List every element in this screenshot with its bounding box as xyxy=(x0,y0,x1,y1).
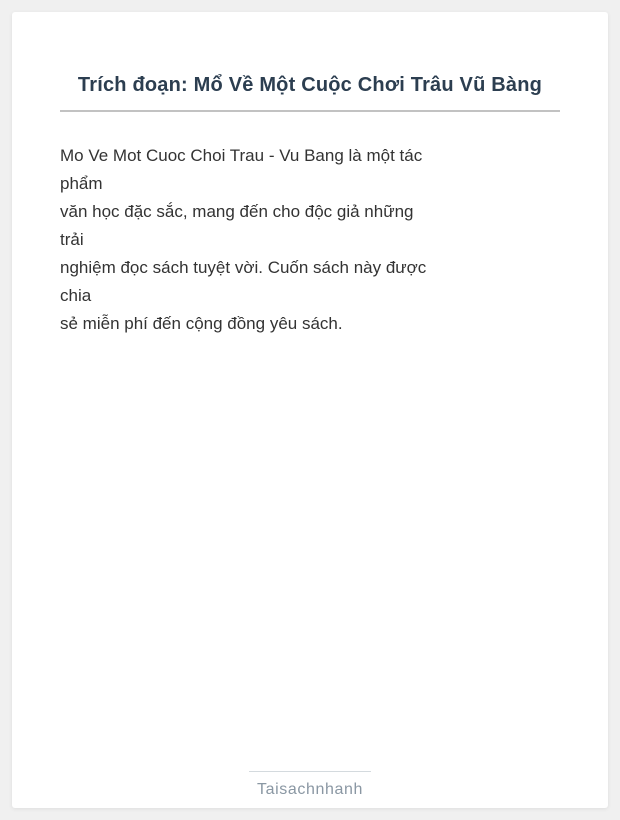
excerpt-body xyxy=(60,142,560,338)
title-divider xyxy=(60,110,560,112)
excerpt-line: phẩm xyxy=(60,174,103,193)
excerpt-line: văn học đặc sắc, mang đến cho độc giả những xyxy=(60,202,414,221)
document-page xyxy=(12,12,608,808)
excerpt-line: chia xyxy=(60,286,92,305)
excerpt-line: trải xyxy=(60,230,84,249)
footer-divider xyxy=(249,771,371,772)
footer xyxy=(60,771,560,800)
excerpt-line: sẻ miễn phí đến cộng đồng yêu sách. xyxy=(60,314,343,333)
page-title: Trích đoạn: Mổ Về Một Cuộc Chơi Trâu Vũ Bàng xyxy=(77,74,543,96)
excerpt-line: Mo Ve Mot Cuoc Choi Trau - Vu Bang là một tác xyxy=(60,146,423,165)
footer-brand: Taisachnhanh xyxy=(257,781,363,798)
excerpt-line: nghiệm đọc sách tuyệt vời. Cuốn sách này được xyxy=(60,258,427,277)
